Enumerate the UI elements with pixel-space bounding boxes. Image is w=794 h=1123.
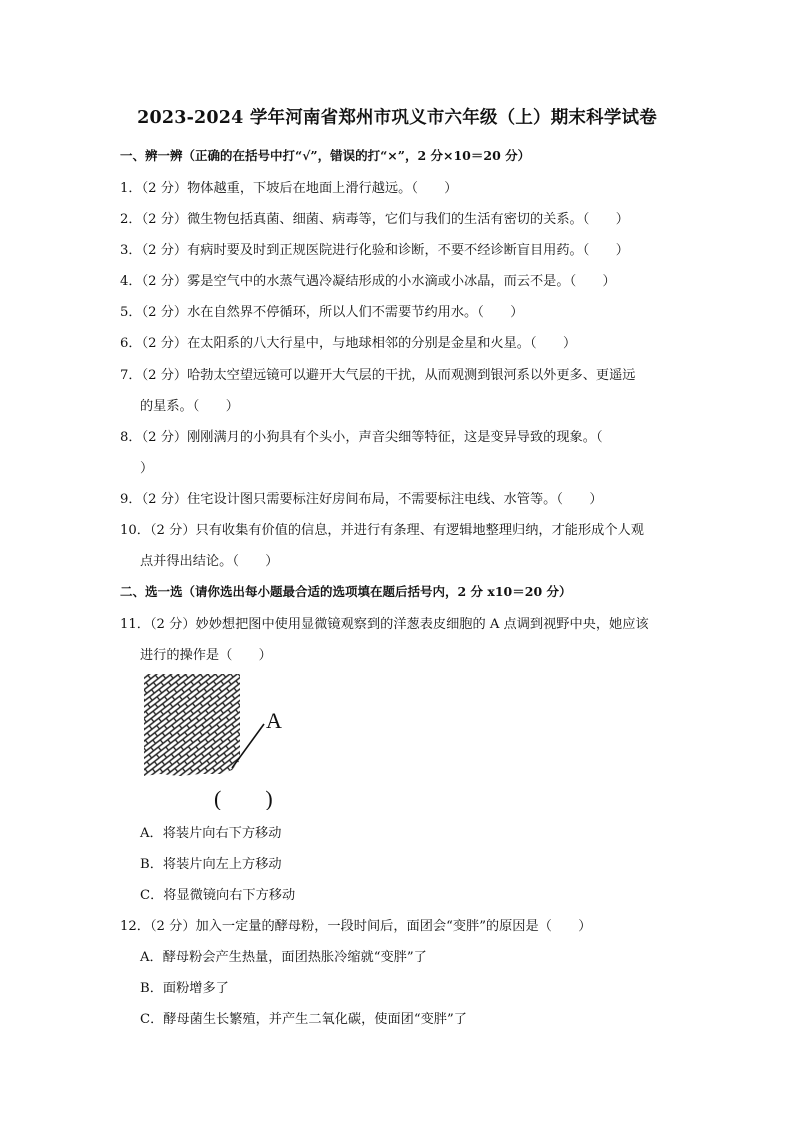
question-8: 8．（2 分）刚刚满月的小狗具有个头小，声音尖细等特征，这是变异导致的现象。（ xyxy=(120,430,603,445)
question-9: 9．（2 分）住宅设计图只需要标注好房间布局，不需要标注电线、水管等。（ ） xyxy=(120,492,603,507)
page-title: 2023-2024 学年河南省郑州市巩义市六年级（上）期末科学试卷 xyxy=(137,108,657,128)
question-8-continued: ） xyxy=(140,461,154,476)
question-4: 4．（2 分）雾是空气中的水蒸气遇冷凝结形成的小水滴或小冰晶，而云不是。（ ） xyxy=(120,274,616,289)
question-10: 10．（2 分）只有收集有价值的信息，并进行有条理、有逻辑地整理归纳，才能形成个人观 xyxy=(120,523,644,538)
cell-tissue xyxy=(144,674,242,778)
onion-cell-illustration xyxy=(140,670,305,810)
section-1-heading: 一、辨一辨（正确的在括号中打“√”，错误的打“×”，2 分×10＝20 分） xyxy=(120,148,531,163)
q11-option-a: A．将装片向右下方移动 xyxy=(140,826,282,841)
question-2: 2．（2 分）微生物包括真菌、细菌、病毒等，它们与我们的生活有密切的关系。（ ） xyxy=(120,212,629,227)
question-6: 6．（2 分）在太阳系的八大行星中，与地球相邻的分别是金星和火星。（ ） xyxy=(120,336,577,351)
question-12: 12．（2 分）加入一定量的酵母粉，一段时间后，面团会“变胖”的原因是（ ） xyxy=(120,919,592,934)
question-3: 3．（2 分）有病时要及时到正规医院进行化验和诊断，不要不经诊断盲目用药。（ ） xyxy=(120,243,629,258)
onion-cell-figure xyxy=(140,670,305,810)
question-10-continued: 点并得出结论。（ ） xyxy=(140,554,279,569)
q12-option-c: C．酵母菌生长繁殖，并产生二氧化碳，使面团“变胖”了 xyxy=(140,1012,467,1027)
q12-option-a: A．酵母粉会产生热量，面团热胀冷缩就“变胖”了 xyxy=(140,950,427,965)
q11-option-c: C．将显微镜向右下方移动 xyxy=(140,888,296,903)
question-1: 1．（2 分）物体越重，下坡后在地面上滑行越远。（ ） xyxy=(120,181,458,196)
question-11-continued: 进行的操作是（ ） xyxy=(140,648,272,663)
question-11: 11．（2 分）妙妙想把图中使用显微镜观察到的洋葱表皮细胞的 A 点调到视野中央，她应该 xyxy=(120,617,649,632)
figure-answer-paren: ( ) xyxy=(214,786,273,810)
question-7: 7．（2 分）哈勃太空望远镜可以避开大气层的干扰，从而观测到银河系以外更多、更遥远 xyxy=(120,368,636,383)
question-7-continued: 的星系。（ ） xyxy=(140,399,239,414)
section-2-heading: 二、选一选（请你选出每小题最合适的选项填在题后括号内，2 分 x10＝20 分） xyxy=(120,584,572,599)
q12-option-b: B．面粉增多了 xyxy=(140,981,229,996)
q11-option-b: B．将装片向左上方移动 xyxy=(140,857,282,872)
point-a-label: A xyxy=(266,708,282,733)
question-5: 5．（2 分）水在自然界不停循环，所以人们不需要节约用水。（ ） xyxy=(120,305,524,320)
